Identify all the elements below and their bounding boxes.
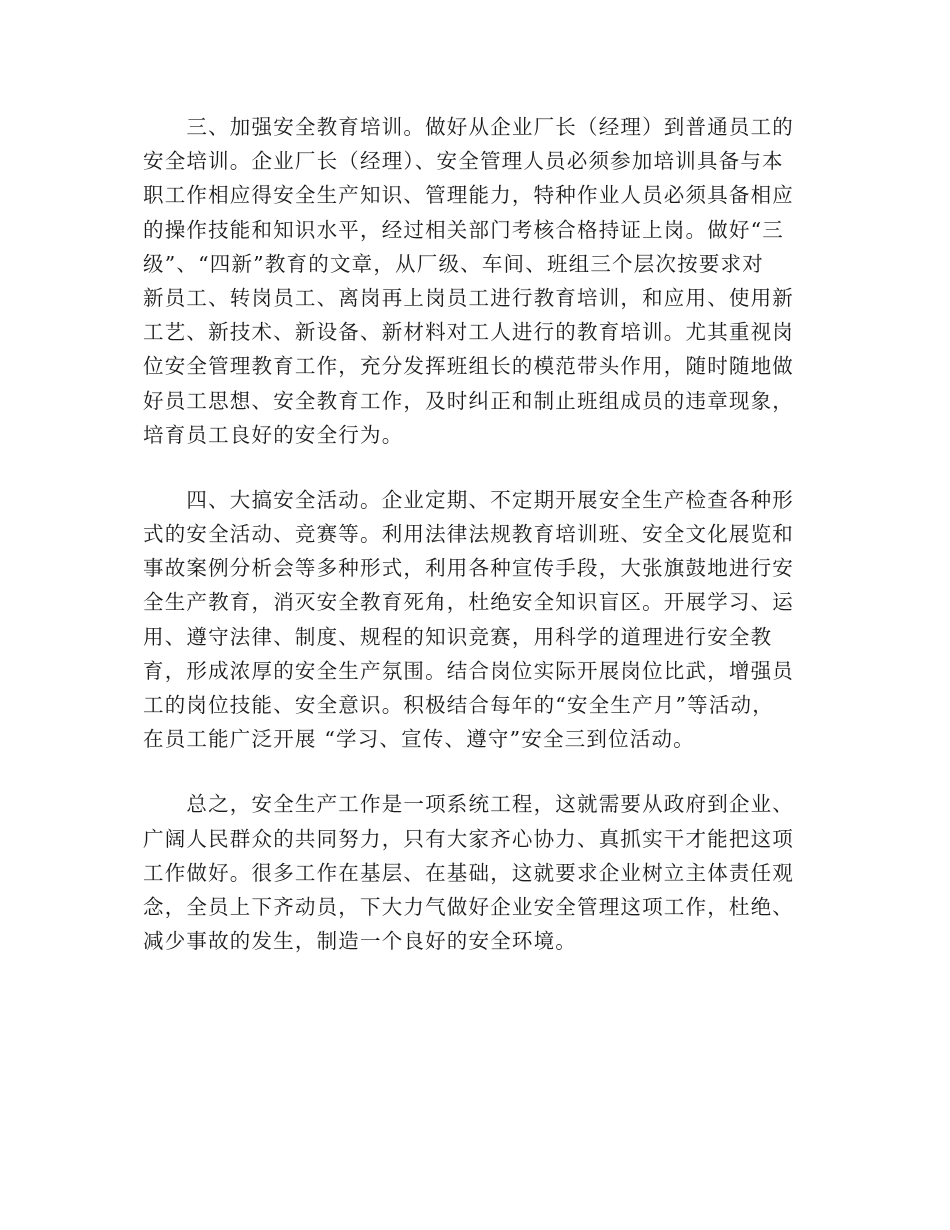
text-line: 式的安全活动、竞赛等。利用法律法规教育培训班、安全文化展览和: [143, 522, 794, 547]
text-line: 事故案例分析会等多种形式，利用各种宣传手段，大张旗鼓地进行安: [143, 556, 794, 581]
text-line: 工艺、新技术、新设备、新材料对工人进行的教育培训。尤其重视岗: [143, 320, 794, 345]
paragraph-education-training: [143, 110, 807, 452]
text-line: 工的岗位技能、安全意识。积极结合每年的“安全生产月”等活动，: [143, 693, 774, 717]
text-line: 的操作技能和知识水平，经过相关部门考核合格持证上岗。做好“三: [143, 217, 784, 242]
text-line: 四、大搞安全活动。企业定期、不定期开展安全生产检查各种形: [143, 487, 794, 512]
text-line: 安全培训。企业厂长（经理）、安全管理人员必须参加培训具备与本: [143, 149, 784, 174]
paragraph-safety-activities: [143, 483, 807, 757]
paragraph-conclusion: [143, 787, 807, 958]
text-line: 育，形成浓厚的安全生产氛围。结合岗位实际开展岗位比武，增强员: [143, 658, 794, 683]
text-line: 念，全员上下齐动员，下大力气做好企业安全管理这项工作，杜绝、: [143, 894, 794, 919]
text-line: 职工作相应得安全生产知识、管理能力，特种作业人员必须具备相应: [143, 183, 794, 208]
text-line: 好员工思想、安全教育工作，及时纠正和制止班组成员的违章现象，: [143, 388, 794, 413]
document-body: [143, 110, 807, 958]
text-line: 全生产教育，消灭安全教育死角，杜绝安全知识盲区。开展学习、运: [143, 590, 794, 615]
text-line: 在员工能广泛开展 “学习、宣传、遵守”安全三到位活动。: [143, 727, 695, 752]
text-line: 减少事故的发生，制造一个良好的安全环境。: [143, 929, 577, 954]
text-line: 三、加强安全教育培训。做好从企业厂长（经理）到普通员工的: [143, 115, 794, 139]
text-line: 位安全管理教育工作，充分发挥班组长的模范带头作用，随时随地做: [143, 354, 794, 379]
text-line: 级”、“四新”教育的文章，从厂级、车间、班组三个层次按要求对: [143, 251, 764, 276]
text-line: 工作做好。很多工作在基层、在基础，这就要求企业树立主体责任观: [143, 860, 794, 885]
text-line: 总之，安全生产工作是一项系统工程，这就需要从政府到企业、: [143, 792, 794, 817]
text-line: 广阔人民群众的共同努力，只有大家齐心协力、真抓实干才能把这项: [143, 826, 794, 851]
text-line: 用、遵守法律、制度、规程的知识竞赛，用科学的道理进行安全教: [143, 624, 773, 649]
text-line: 新员工、转岗员工、离岗再上岗员工进行教育培训，和应用、使用新: [143, 285, 794, 310]
text-line: 培育员工良好的安全行为。: [143, 422, 404, 447]
